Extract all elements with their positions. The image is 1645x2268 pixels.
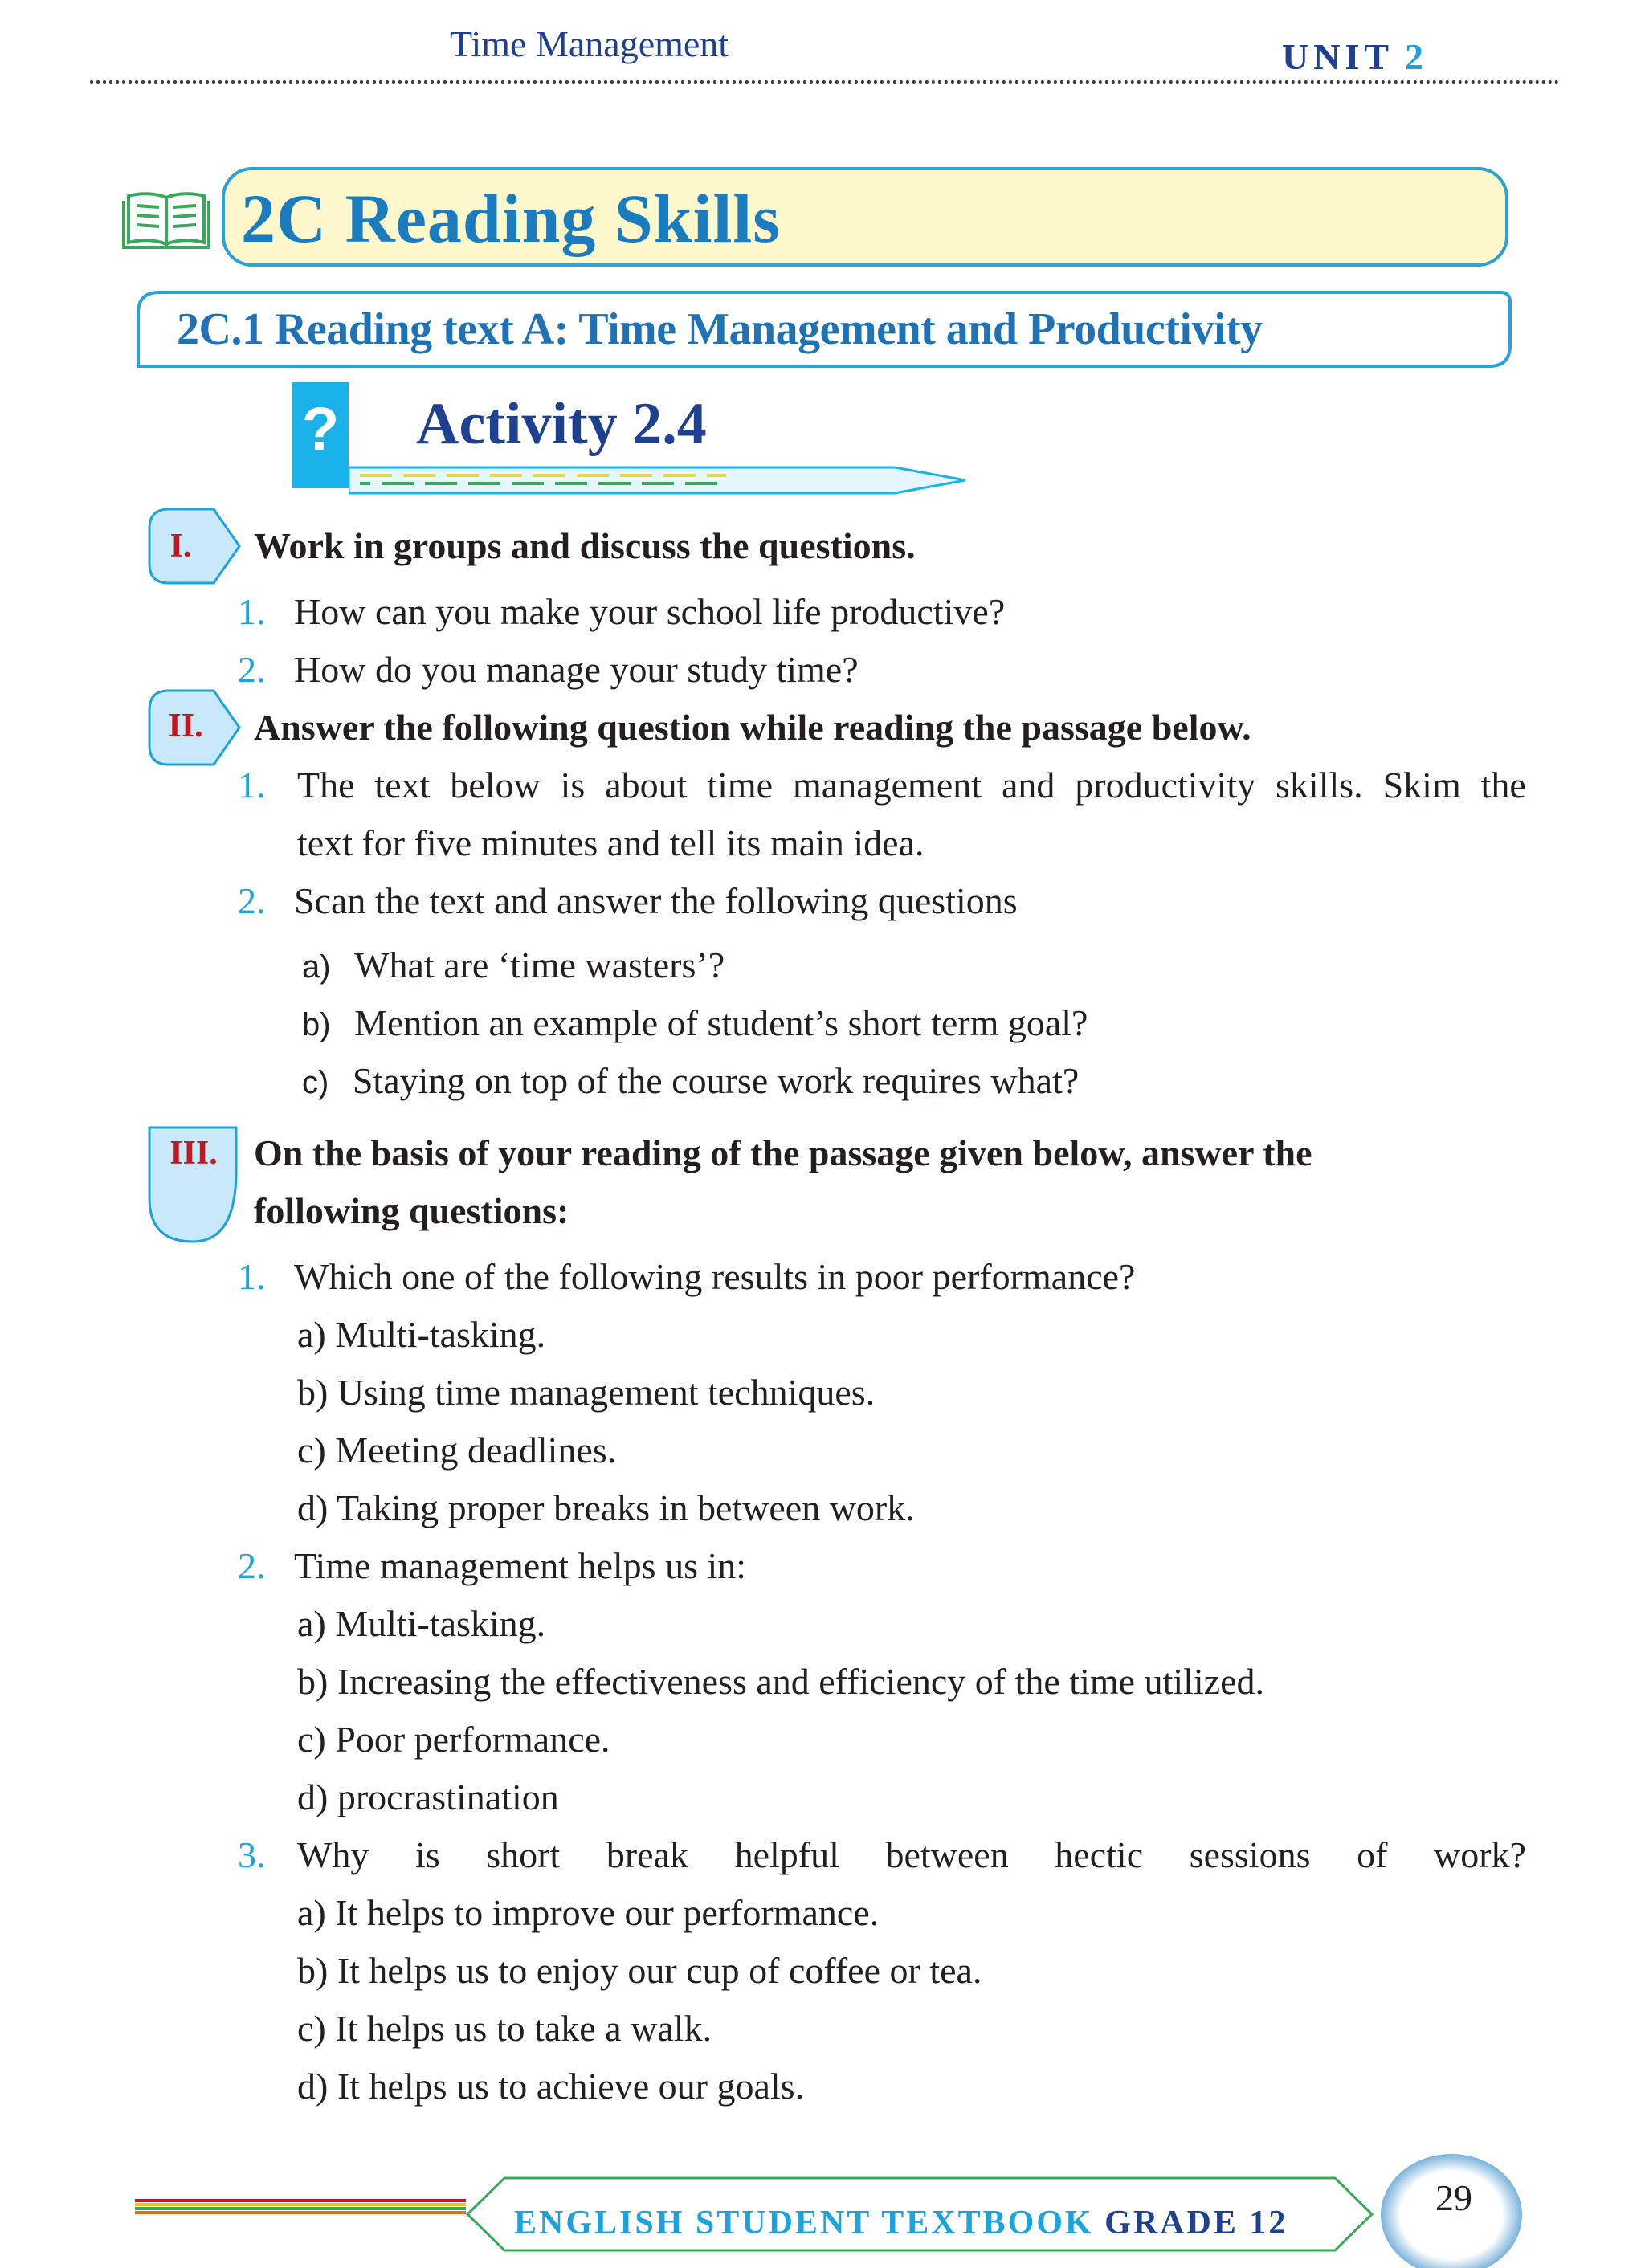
header-divider	[90, 80, 1560, 84]
question-number: 1.	[238, 1256, 266, 1297]
word: the	[1480, 765, 1526, 806]
question-number: 2.	[238, 880, 266, 921]
subsection-title: 2C.1 Reading text A: Time Management and Productivity	[177, 304, 1263, 354]
answer-option: d) Taking proper breaks in between work.	[297, 1487, 915, 1528]
word: work?	[1433, 1834, 1526, 1875]
question-number: 1.	[238, 591, 266, 632]
answer-option: a) Multi-tasking.	[297, 1603, 546, 1644]
word: short	[486, 1834, 561, 1875]
answer-option: c) Meeting deadlines.	[297, 1430, 617, 1471]
footer-color-rule	[135, 2199, 466, 2215]
chapter-title: Time Management	[450, 23, 729, 64]
word: between	[885, 1834, 1009, 1875]
sub-question: b) Mention an example of student’s short term goal?	[302, 1002, 1088, 1043]
sub-question: a) What are ‘time wasters’?	[302, 944, 725, 985]
word: is	[415, 1834, 440, 1875]
word: skills.	[1276, 765, 1363, 806]
question-text-line: text for five minutes and tell its main idea.	[297, 822, 925, 863]
part-iii-instruction: following questions:	[254, 1190, 569, 1231]
list-item: 1. How can you make your school life productive?	[238, 591, 1006, 632]
part-iii-label: III.	[169, 1135, 218, 1172]
word: text	[374, 765, 431, 806]
answer-option: c) It helps us to take a walk.	[297, 2008, 712, 2049]
answer-option: b) It helps us to enjoy our cup of coffee or tea.	[297, 1950, 982, 1991]
word: management	[793, 765, 982, 806]
question-number: 2.	[238, 649, 266, 690]
section-title: 2C Reading Skills	[241, 180, 781, 257]
answer-option: b) Increasing the effectiveness and efficiency of the time utilized.	[297, 1661, 1265, 1702]
word: helpful	[734, 1834, 839, 1875]
word: sessions	[1189, 1834, 1311, 1875]
activity-title: Activity 2.4	[416, 391, 707, 457]
question-text-line	[297, 763, 1526, 808]
unit-label: UNIT 2	[1282, 36, 1429, 77]
part-ii-label: II.	[168, 708, 203, 744]
list-item: 2. Time management helps us in:	[238, 1545, 747, 1586]
question-number: 2.	[238, 1545, 266, 1586]
word: The	[297, 765, 355, 806]
sub-question: c) Staying on top of the course work requires what?	[302, 1060, 1080, 1101]
word: below	[450, 765, 541, 806]
word: productivity	[1075, 765, 1256, 806]
word: and	[1001, 765, 1055, 806]
answer-option: d) It helps us to achieve our goals.	[297, 2066, 805, 2107]
footer-grade: GRADE 12	[1104, 2205, 1288, 2241]
list-item: 2. Scan the text and answer the following questions	[238, 880, 1018, 921]
question-number: 1.	[238, 765, 266, 806]
answer-option: a) Multi-tasking.	[297, 1314, 546, 1355]
footer-book-title: ENGLISH STUDENT TEXTBOOK GRADE 12	[514, 2205, 1288, 2241]
word: break	[606, 1834, 688, 1875]
unit-number: 2	[1405, 36, 1429, 77]
answer-option: d) procrastination	[297, 1776, 559, 1817]
page-number: 29	[1435, 2177, 1472, 2218]
open-book-icon	[122, 190, 210, 249]
part-iii-instruction: On the basis of your reading of the passage given below, answer the	[254, 1132, 1312, 1173]
question-text-line	[297, 1833, 1526, 1878]
answer-option: c) Poor performance.	[297, 1719, 610, 1760]
part-i-instruction: Work in groups and discuss the questions.	[254, 525, 916, 566]
word: Skim	[1382, 765, 1461, 806]
list-item: 2. How do you manage your study time?	[238, 649, 859, 690]
part-ii-instruction: Answer the following question while reading the passage below.	[254, 707, 1251, 748]
question-mark-icon: ?	[292, 382, 349, 488]
word: of	[1357, 1834, 1388, 1875]
pencil-rule-icon	[349, 464, 967, 496]
word: about	[605, 765, 688, 806]
word: is	[560, 765, 586, 806]
word: time	[707, 765, 774, 806]
answer-option: a) It helps to improve our performance.	[297, 1892, 880, 1933]
list-item: 1. Which one of the following results in poor performance?	[238, 1256, 1136, 1297]
question-number: 3.	[238, 1834, 266, 1875]
word: hectic	[1055, 1834, 1144, 1875]
answer-option: b) Using time management techniques.	[297, 1372, 876, 1413]
part-i-label: I.	[169, 528, 192, 565]
word: Why	[297, 1834, 369, 1875]
